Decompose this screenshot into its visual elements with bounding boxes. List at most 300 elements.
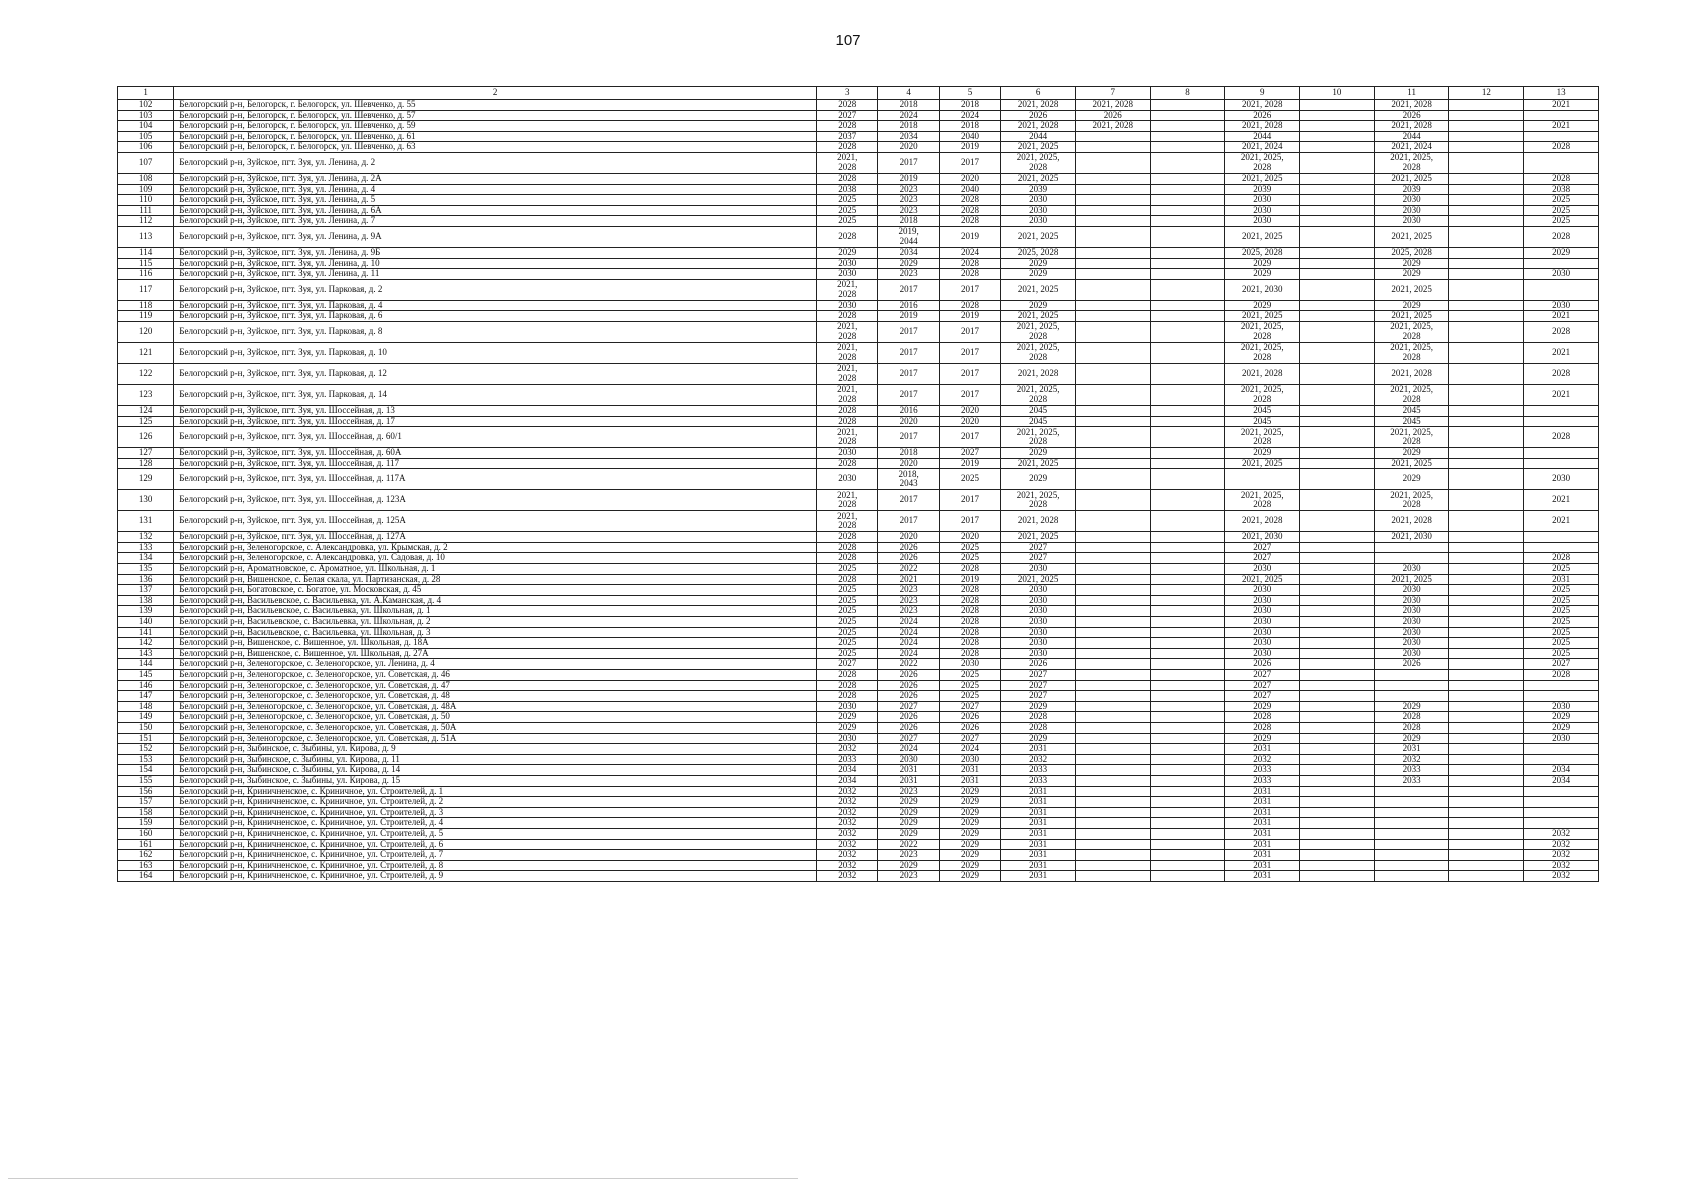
year-cell bbox=[1524, 754, 1599, 765]
year-cell: 2030 bbox=[1374, 585, 1449, 596]
address-cell: Белогорский р-н, Зуйское, пгт. Зуя, ул. Ленина, д. 10 bbox=[174, 258, 817, 269]
year-cell: 2026 bbox=[1374, 659, 1449, 670]
year-cell: 2034 bbox=[1524, 775, 1599, 786]
year-cell: 2027 bbox=[1225, 553, 1300, 564]
year-cell: 2030 bbox=[1225, 627, 1300, 638]
year-cell: 2028 bbox=[1524, 142, 1599, 153]
year-cell bbox=[1449, 458, 1524, 469]
row-number-cell: 149 bbox=[118, 712, 174, 723]
year-cell: 2026 bbox=[1001, 110, 1076, 121]
year-cell bbox=[1150, 226, 1225, 247]
year-cell: 2029 bbox=[817, 712, 878, 723]
year-cell: 2031 bbox=[878, 765, 939, 776]
year-cell: 2017 bbox=[939, 152, 1000, 173]
year-cell: 2021, 2028 bbox=[1374, 121, 1449, 132]
year-cell bbox=[1300, 585, 1375, 596]
year-cell bbox=[1300, 216, 1375, 227]
year-cell bbox=[1374, 839, 1449, 850]
year-cell: 2040 bbox=[939, 184, 1000, 195]
year-cell: 2021, 2025 bbox=[1225, 226, 1300, 247]
year-cell: 2021, 2025, 2028 bbox=[1374, 342, 1449, 363]
year-cell bbox=[1300, 670, 1375, 681]
year-cell: 2029 bbox=[878, 828, 939, 839]
table-row bbox=[118, 416, 1599, 427]
year-cell: 2030 bbox=[1001, 648, 1076, 659]
year-cell: 2039 bbox=[1225, 184, 1300, 195]
year-cell bbox=[1150, 131, 1225, 142]
column-header: 7 bbox=[1075, 87, 1150, 100]
year-cell bbox=[1150, 585, 1225, 596]
year-cell bbox=[1374, 797, 1449, 808]
year-cell bbox=[1449, 195, 1524, 206]
address-cell: Белогорский р-н, Зуйское, пгт. Зуя, ул. Ленина, д. 5 bbox=[174, 195, 817, 206]
address-cell: Белогорский р-н, Зеленогорское, с. Зеленогорское, ул. Советская, д. 50А bbox=[174, 722, 817, 733]
year-cell: 2021, 2024 bbox=[1225, 142, 1300, 153]
year-cell: 2027 bbox=[817, 110, 878, 121]
table-row bbox=[118, 542, 1599, 553]
year-cell bbox=[1075, 542, 1150, 553]
year-cell bbox=[1150, 839, 1225, 850]
year-cell: 2030 bbox=[817, 258, 878, 269]
year-cell bbox=[1374, 691, 1449, 702]
year-cell: 2018 bbox=[939, 100, 1000, 111]
year-cell bbox=[1300, 100, 1375, 111]
year-cell: 2045 bbox=[1001, 405, 1076, 416]
year-cell: 2021, 2025 bbox=[1225, 574, 1300, 585]
address-cell: Белогорский р-н, Вишенское, с. Вишенное, ул. Школьная, д. 27А bbox=[174, 648, 817, 659]
year-cell: 2017 bbox=[939, 427, 1000, 448]
table-row bbox=[118, 121, 1599, 132]
year-cell bbox=[1075, 258, 1150, 269]
year-cell: 2031 bbox=[1225, 807, 1300, 818]
address-cell: Белогорский р-н, Криничненское, с. Криничное, ул. Строителей, д. 4 bbox=[174, 818, 817, 829]
row-number-cell: 129 bbox=[118, 469, 174, 490]
row-number-cell: 148 bbox=[118, 701, 174, 712]
year-cell bbox=[1150, 269, 1225, 280]
year-cell: 2044 bbox=[1001, 131, 1076, 142]
year-cell: 2027 bbox=[1001, 691, 1076, 702]
table-row bbox=[118, 744, 1599, 755]
year-cell bbox=[1524, 744, 1599, 755]
year-cell bbox=[1075, 712, 1150, 723]
year-cell bbox=[1150, 416, 1225, 427]
table-row bbox=[118, 871, 1599, 882]
year-cell: 2030 bbox=[1001, 617, 1076, 628]
year-cell: 2021, 2028 bbox=[1001, 511, 1076, 532]
table-row bbox=[118, 490, 1599, 511]
year-cell: 2033 bbox=[1225, 775, 1300, 786]
table-row bbox=[118, 405, 1599, 416]
year-cell: 2033 bbox=[817, 754, 878, 765]
address-cell: Белогорский р-н, Криничненское, с. Криничное, ул. Строителей, д. 6 bbox=[174, 839, 817, 850]
year-cell: 2027 bbox=[878, 701, 939, 712]
year-cell: 2040 bbox=[939, 131, 1000, 142]
table-row bbox=[118, 850, 1599, 861]
year-cell: 2029 bbox=[939, 786, 1000, 797]
year-cell: 2027 bbox=[1001, 553, 1076, 564]
year-cell: 2028 bbox=[939, 205, 1000, 216]
year-cell: 2026 bbox=[939, 722, 1000, 733]
year-cell: 2021, 2030 bbox=[1374, 532, 1449, 543]
year-cell: 2028 bbox=[1524, 173, 1599, 184]
year-cell: 2025 bbox=[817, 195, 878, 206]
table-row bbox=[118, 691, 1599, 702]
year-cell: 2023 bbox=[878, 786, 939, 797]
year-cell bbox=[1374, 553, 1449, 564]
year-cell: 2025 bbox=[817, 638, 878, 649]
row-number-cell: 150 bbox=[118, 722, 174, 733]
year-cell bbox=[1150, 142, 1225, 153]
year-cell bbox=[1150, 384, 1225, 405]
table-row bbox=[118, 553, 1599, 564]
year-cell bbox=[1300, 121, 1375, 132]
row-number-cell: 133 bbox=[118, 542, 174, 553]
year-cell: 2032 bbox=[817, 860, 878, 871]
year-cell: 2025 bbox=[817, 595, 878, 606]
year-cell bbox=[1300, 226, 1375, 247]
year-cell: 2028 bbox=[1001, 722, 1076, 733]
year-cell: 2026 bbox=[1225, 659, 1300, 670]
year-cell bbox=[1150, 311, 1225, 322]
year-cell: 2021, 2025 bbox=[1374, 311, 1449, 322]
year-cell bbox=[1524, 279, 1599, 300]
data-table bbox=[117, 86, 1599, 882]
year-cell bbox=[1300, 258, 1375, 269]
year-cell: 2029 bbox=[1001, 701, 1076, 712]
year-cell bbox=[1374, 670, 1449, 681]
year-cell bbox=[1075, 300, 1150, 311]
year-cell bbox=[1524, 416, 1599, 427]
year-cell bbox=[1300, 860, 1375, 871]
year-cell bbox=[1075, 405, 1150, 416]
year-cell: 2020 bbox=[939, 173, 1000, 184]
table-row bbox=[118, 511, 1599, 532]
row-number-cell: 122 bbox=[118, 363, 174, 384]
year-cell: 2021, 2025, 2028 bbox=[1001, 152, 1076, 173]
year-cell bbox=[1150, 363, 1225, 384]
year-cell: 2034 bbox=[817, 775, 878, 786]
year-cell bbox=[1150, 427, 1225, 448]
year-cell bbox=[1300, 775, 1375, 786]
year-cell: 2028 bbox=[1524, 226, 1599, 247]
year-cell bbox=[1150, 786, 1225, 797]
year-cell bbox=[1150, 110, 1225, 121]
year-cell: 2018 bbox=[878, 448, 939, 459]
row-number-cell: 159 bbox=[118, 818, 174, 829]
year-cell: 2017 bbox=[939, 490, 1000, 511]
year-cell: 2030 bbox=[1225, 648, 1300, 659]
year-cell: 2030 bbox=[1374, 627, 1449, 638]
year-cell: 2029 bbox=[1524, 722, 1599, 733]
year-cell bbox=[1449, 850, 1524, 861]
year-cell bbox=[1300, 701, 1375, 712]
year-cell: 2028 bbox=[817, 458, 878, 469]
year-cell: 2030 bbox=[817, 733, 878, 744]
row-number-cell: 158 bbox=[118, 807, 174, 818]
year-cell bbox=[1449, 701, 1524, 712]
row-number-cell: 146 bbox=[118, 680, 174, 691]
year-cell bbox=[1449, 342, 1524, 363]
year-cell bbox=[1300, 195, 1375, 206]
table-row bbox=[118, 670, 1599, 681]
year-cell bbox=[1449, 184, 1524, 195]
table-body bbox=[118, 100, 1599, 882]
year-cell: 2029 bbox=[1001, 258, 1076, 269]
address-cell: Белогорский р-н, Зеленогорское, с. Зеленогорское, ул. Ленина, д. 4 bbox=[174, 659, 817, 670]
year-cell: 2016 bbox=[878, 300, 939, 311]
year-cell bbox=[1300, 363, 1375, 384]
year-cell bbox=[1449, 448, 1524, 459]
table-row bbox=[118, 638, 1599, 649]
year-cell bbox=[1449, 839, 1524, 850]
address-cell: Белогорский р-н, Зуйское, пгт. Зуя, ул. Ленина, д. 7 bbox=[174, 216, 817, 227]
year-cell: 2020 bbox=[878, 458, 939, 469]
year-cell: 2030 bbox=[1225, 195, 1300, 206]
year-cell: 2021 bbox=[1524, 490, 1599, 511]
year-cell: 2025 bbox=[1524, 617, 1599, 628]
year-cell bbox=[1075, 775, 1150, 786]
address-cell: Белогорский р-н, Зуйское, пгт. Зуя, ул. Шоссейная, д. 125А bbox=[174, 511, 817, 532]
row-number-cell: 127 bbox=[118, 448, 174, 459]
table-row bbox=[118, 384, 1599, 405]
year-cell bbox=[1150, 300, 1225, 311]
year-cell: 2029 bbox=[1001, 269, 1076, 280]
year-cell: 2021, 2025, 2028 bbox=[1374, 384, 1449, 405]
year-cell bbox=[1075, 850, 1150, 861]
year-cell: 2030 bbox=[1374, 564, 1449, 575]
year-cell: 2027 bbox=[1225, 680, 1300, 691]
year-cell bbox=[1449, 100, 1524, 111]
table-row bbox=[118, 321, 1599, 342]
year-cell bbox=[1075, 871, 1150, 882]
year-cell bbox=[1300, 733, 1375, 744]
year-cell: 2029 bbox=[1374, 733, 1449, 744]
year-cell: 2025 bbox=[817, 648, 878, 659]
year-cell bbox=[1075, 860, 1150, 871]
year-cell bbox=[1075, 279, 1150, 300]
year-cell: 2028 bbox=[939, 617, 1000, 628]
table-row bbox=[118, 828, 1599, 839]
year-cell: 2018 bbox=[939, 121, 1000, 132]
year-cell: 2027 bbox=[1225, 542, 1300, 553]
table-row bbox=[118, 595, 1599, 606]
year-cell: 2025 bbox=[817, 564, 878, 575]
year-cell: 2033 bbox=[1001, 775, 1076, 786]
year-cell bbox=[1300, 300, 1375, 311]
year-cell bbox=[1075, 427, 1150, 448]
year-cell: 2029 bbox=[939, 828, 1000, 839]
address-cell: Белогорский р-н, Криничненское, с. Криничное, ул. Строителей, д. 2 bbox=[174, 797, 817, 808]
year-cell bbox=[1225, 469, 1300, 490]
year-cell bbox=[1075, 754, 1150, 765]
row-number-cell: 137 bbox=[118, 585, 174, 596]
year-cell bbox=[1075, 691, 1150, 702]
year-cell bbox=[1300, 458, 1375, 469]
year-cell bbox=[1449, 564, 1524, 575]
year-cell bbox=[1150, 469, 1225, 490]
year-cell: 2039 bbox=[1374, 184, 1449, 195]
year-cell: 2031 bbox=[1225, 871, 1300, 882]
year-cell: 2028 bbox=[1524, 553, 1599, 564]
year-cell bbox=[1300, 405, 1375, 416]
year-cell: 2032 bbox=[1524, 860, 1599, 871]
year-cell: 2029 bbox=[1524, 712, 1599, 723]
year-cell: 2030 bbox=[939, 754, 1000, 765]
table-row bbox=[118, 574, 1599, 585]
year-cell bbox=[1449, 733, 1524, 744]
year-cell: 2021, 2028 bbox=[817, 363, 878, 384]
year-cell bbox=[1449, 786, 1524, 797]
year-cell bbox=[1075, 416, 1150, 427]
year-cell: 2032 bbox=[817, 828, 878, 839]
year-cell: 2038 bbox=[817, 184, 878, 195]
year-cell: 2025 bbox=[1524, 595, 1599, 606]
year-cell: 2034 bbox=[878, 131, 939, 142]
year-cell: 2026 bbox=[878, 680, 939, 691]
table-row bbox=[118, 648, 1599, 659]
year-cell: 2029 bbox=[1374, 300, 1449, 311]
year-cell: 2020 bbox=[939, 416, 1000, 427]
row-number-cell: 155 bbox=[118, 775, 174, 786]
address-cell: Белогорский р-н, Зеленогорское, с. Зеленогорское, ул. Советская, д. 50 bbox=[174, 712, 817, 723]
year-cell bbox=[1449, 321, 1524, 342]
table-row bbox=[118, 722, 1599, 733]
year-cell bbox=[1449, 680, 1524, 691]
year-cell: 2028 bbox=[939, 269, 1000, 280]
address-cell: Белогорский р-н, Зуйское, пгт. Зуя, ул. Шоссейная, д. 60/1 bbox=[174, 427, 817, 448]
year-cell: 2028 bbox=[817, 680, 878, 691]
year-cell bbox=[1150, 405, 1225, 416]
year-cell: 2032 bbox=[1524, 828, 1599, 839]
year-cell: 2021, 2025, 2028 bbox=[1225, 152, 1300, 173]
year-cell bbox=[1150, 574, 1225, 585]
row-number-cell: 108 bbox=[118, 173, 174, 184]
year-cell: 2032 bbox=[817, 871, 878, 882]
year-cell: 2025 bbox=[939, 553, 1000, 564]
table-row bbox=[118, 786, 1599, 797]
address-cell: Белогорский р-н, Зуйское, пгт. Зуя, ул. Ленина, д. 11 bbox=[174, 269, 817, 280]
year-cell bbox=[1300, 269, 1375, 280]
year-cell: 2029 bbox=[1225, 269, 1300, 280]
year-cell: 2026 bbox=[1075, 110, 1150, 121]
year-cell bbox=[1524, 532, 1599, 543]
year-cell: 2031 bbox=[1225, 786, 1300, 797]
year-cell bbox=[1075, 152, 1150, 173]
year-cell bbox=[1075, 627, 1150, 638]
year-cell: 2021 bbox=[878, 574, 939, 585]
year-cell: 2027 bbox=[1001, 680, 1076, 691]
year-cell: 2021, 2028 bbox=[1001, 121, 1076, 132]
year-cell: 2022 bbox=[878, 839, 939, 850]
year-cell: 2030 bbox=[1001, 638, 1076, 649]
year-cell bbox=[1300, 184, 1375, 195]
year-cell: 2019 bbox=[939, 226, 1000, 247]
year-cell: 2021, 2028 bbox=[817, 511, 878, 532]
row-number-cell: 107 bbox=[118, 152, 174, 173]
table-row bbox=[118, 173, 1599, 184]
year-cell bbox=[1300, 342, 1375, 363]
year-cell bbox=[1150, 828, 1225, 839]
year-cell bbox=[1449, 574, 1524, 585]
year-cell: 2021, 2028 bbox=[817, 427, 878, 448]
year-cell: 2028 bbox=[939, 595, 1000, 606]
table-row bbox=[118, 342, 1599, 363]
address-cell: Белогорский р-н, Зуйское, пгт. Зуя, ул. Шоссейная, д. 123А bbox=[174, 490, 817, 511]
table-row bbox=[118, 775, 1599, 786]
year-cell bbox=[1075, 595, 1150, 606]
year-cell: 2030 bbox=[1225, 585, 1300, 596]
year-cell: 2024 bbox=[939, 110, 1000, 121]
year-cell: 2017 bbox=[939, 363, 1000, 384]
year-cell bbox=[1150, 606, 1225, 617]
year-cell: 2033 bbox=[1374, 765, 1449, 776]
year-cell: 2017 bbox=[878, 321, 939, 342]
year-cell bbox=[1449, 511, 1524, 532]
year-cell: 2028 bbox=[939, 638, 1000, 649]
address-cell: Белогорский р-н, Зуйское, пгт. Зуя, ул. Парковая, д. 2 bbox=[174, 279, 817, 300]
address-cell: Белогорский р-н, Ароматновское, с. Ароматное, ул. Школьная, д. 1 bbox=[174, 564, 817, 575]
year-cell: 2029 bbox=[878, 807, 939, 818]
year-cell: 2024 bbox=[878, 617, 939, 628]
year-cell: 2019 bbox=[939, 311, 1000, 322]
year-cell bbox=[1374, 680, 1449, 691]
year-cell bbox=[1524, 405, 1599, 416]
year-cell bbox=[1150, 754, 1225, 765]
row-number-cell: 160 bbox=[118, 828, 174, 839]
year-cell bbox=[1374, 871, 1449, 882]
year-cell bbox=[1300, 279, 1375, 300]
row-number-cell: 162 bbox=[118, 850, 174, 861]
address-cell: Белогорский р-н, Васильевское, с. Васильевка, ул. А.Каманская, д. 4 bbox=[174, 595, 817, 606]
year-cell bbox=[1300, 754, 1375, 765]
year-cell: 2017 bbox=[878, 279, 939, 300]
page-number: 107 bbox=[835, 32, 861, 49]
year-cell: 2029 bbox=[939, 797, 1000, 808]
year-cell bbox=[1150, 860, 1225, 871]
row-number-cell: 116 bbox=[118, 269, 174, 280]
year-cell bbox=[1075, 818, 1150, 829]
year-cell bbox=[1075, 216, 1150, 227]
address-cell: Белогорский р-н, Зыбинское, с. Зыбины, ул. Кирова, д. 11 bbox=[174, 754, 817, 765]
year-cell: 2030 bbox=[1225, 638, 1300, 649]
address-cell: Белогорский р-н, Зеленогорское, с. Зеленогорское, ул. Советская, д. 51А bbox=[174, 733, 817, 744]
year-cell bbox=[1150, 173, 1225, 184]
row-number-cell: 128 bbox=[118, 458, 174, 469]
year-cell bbox=[1300, 595, 1375, 606]
year-cell: 2039 bbox=[1001, 184, 1076, 195]
year-cell: 2032 bbox=[1524, 871, 1599, 882]
year-cell: 2025, 2028 bbox=[1225, 247, 1300, 258]
year-cell: 2021, 2028 bbox=[817, 342, 878, 363]
year-cell: 2034 bbox=[878, 247, 939, 258]
row-number-cell: 144 bbox=[118, 659, 174, 670]
year-cell bbox=[1300, 828, 1375, 839]
year-cell: 2028 bbox=[1374, 722, 1449, 733]
address-cell: Белогорский р-н, Криничненское, с. Криничное, ул. Строителей, д. 8 bbox=[174, 860, 817, 871]
year-cell: 2032 bbox=[817, 850, 878, 861]
year-cell: 2021 bbox=[1524, 384, 1599, 405]
year-cell bbox=[1449, 691, 1524, 702]
year-cell: 2017 bbox=[878, 152, 939, 173]
column-header: 10 bbox=[1300, 87, 1375, 100]
table-row bbox=[118, 797, 1599, 808]
table-row bbox=[118, 733, 1599, 744]
year-cell: 2045 bbox=[1225, 405, 1300, 416]
year-cell bbox=[1449, 258, 1524, 269]
address-cell: Белогорский р-н, Богатовское, с. Богатое, ул. Московская, д. 45 bbox=[174, 585, 817, 596]
row-number-cell: 111 bbox=[118, 205, 174, 216]
year-cell: 2020 bbox=[878, 142, 939, 153]
